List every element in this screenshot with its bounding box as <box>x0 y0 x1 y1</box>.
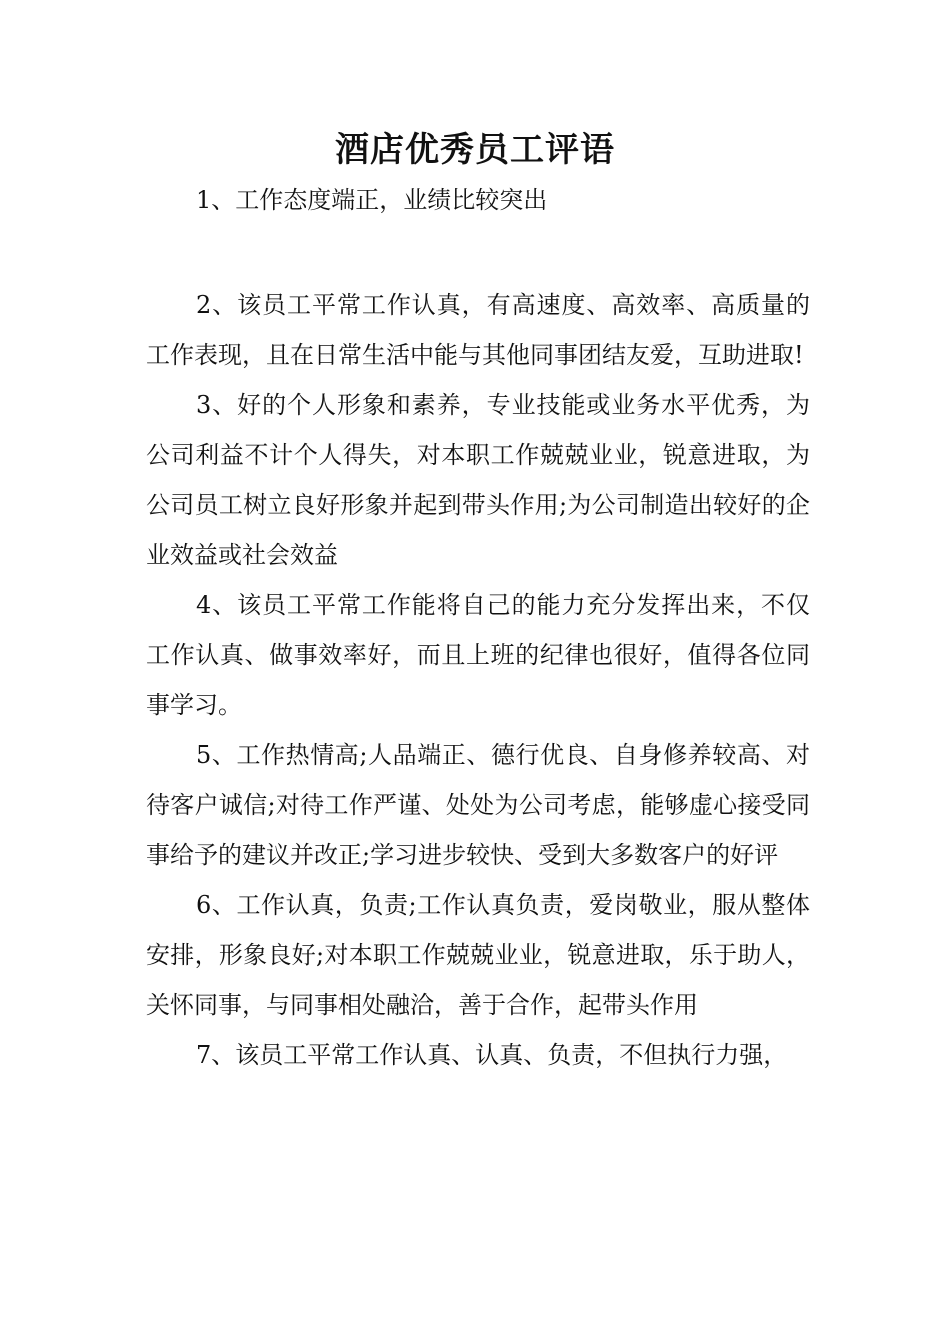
document-body <box>146 280 810 1080</box>
list-item-5: 5、工作热情高;人品端正、德行优良、自身修养较高、对待客户诚信;对待工作严谨、处处为公司考虑，能够虚心接受同事给予的建议并改正;学习进步较快、受到大多数客户的好评 <box>146 741 810 869</box>
page-title: 酒店优秀员工评语 <box>335 130 615 170</box>
list-item-3: 3、好的个人形象和素养，专业技能或业务水平优秀，为公司利益不计个人得失，对本职工作兢兢业业，锐意进取，为公司员工树立良好形象并起到带头作用;为公司制造出较好的企业效益或社会效益 <box>146 391 810 569</box>
list-item-4: 4、该员工平常工作能将自己的能力充分发挥出来，不仅工作认真、做事效率好，而且上班的纪律也很好，值得各位同事学习。 <box>146 591 810 719</box>
list-item-7: 7、该员工平常工作认真、认真、负责，不但执行力强， <box>196 1041 788 1069</box>
list-item-6: 6、工作认真，负责;工作认真负责，爱岗敬业，服从整体安排，形象良好;对本职工作兢兢业业，锐意进取，乐于助人，关怀同事，与同事相处融洽，善于合作，起带头作用 <box>146 891 810 1019</box>
list-item-1: 1、工作态度端正，业绩比较突出 <box>196 186 548 214</box>
list-item-2: 2、该员工平常工作认真，有高速度、高效率、高质量的工作表现，且在日常生活中能与其他同事团结友爱，互助进取! <box>146 291 810 369</box>
